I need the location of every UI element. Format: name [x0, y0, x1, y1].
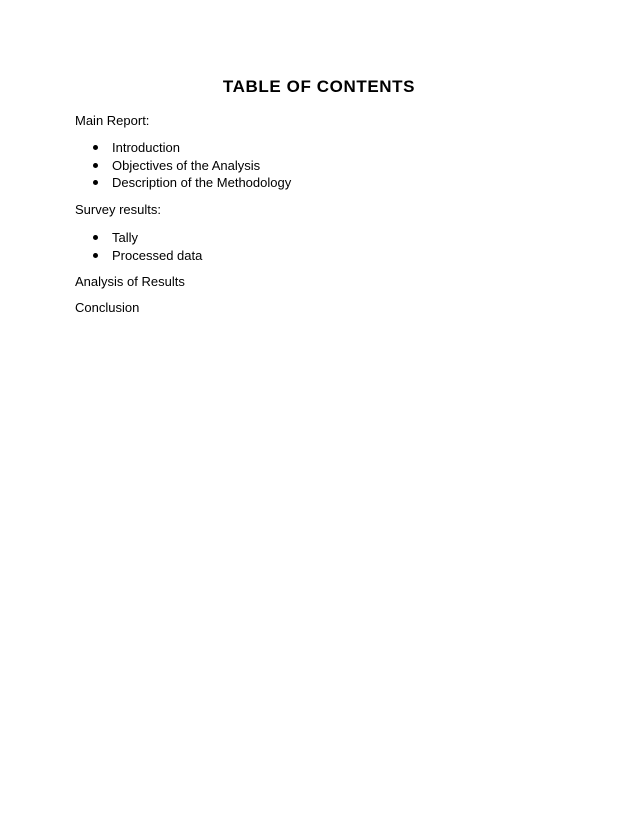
section-label-analysis-of-results: Analysis of Results [75, 274, 185, 289]
list-item-label: Introduction [112, 140, 180, 155]
bullet-icon [93, 253, 98, 258]
section-label-survey-results: Survey results: [75, 202, 161, 217]
section-label-conclusion: Conclusion [75, 300, 140, 315]
bullet-icon [93, 180, 98, 185]
bullet-icon [93, 163, 98, 168]
bullet-icon [93, 235, 98, 240]
list-item-label: Objectives of the Analysis [112, 157, 261, 173]
list-item-label: Processed data [112, 247, 203, 263]
list-item-label: Tally [112, 230, 139, 245]
list-item-label: Description of the Methodology [112, 175, 292, 190]
page-title: TABLE OF CONTENTS [222, 77, 416, 96]
bullet-icon [93, 145, 98, 150]
section-label-main-report: Main Report: [75, 113, 150, 128]
